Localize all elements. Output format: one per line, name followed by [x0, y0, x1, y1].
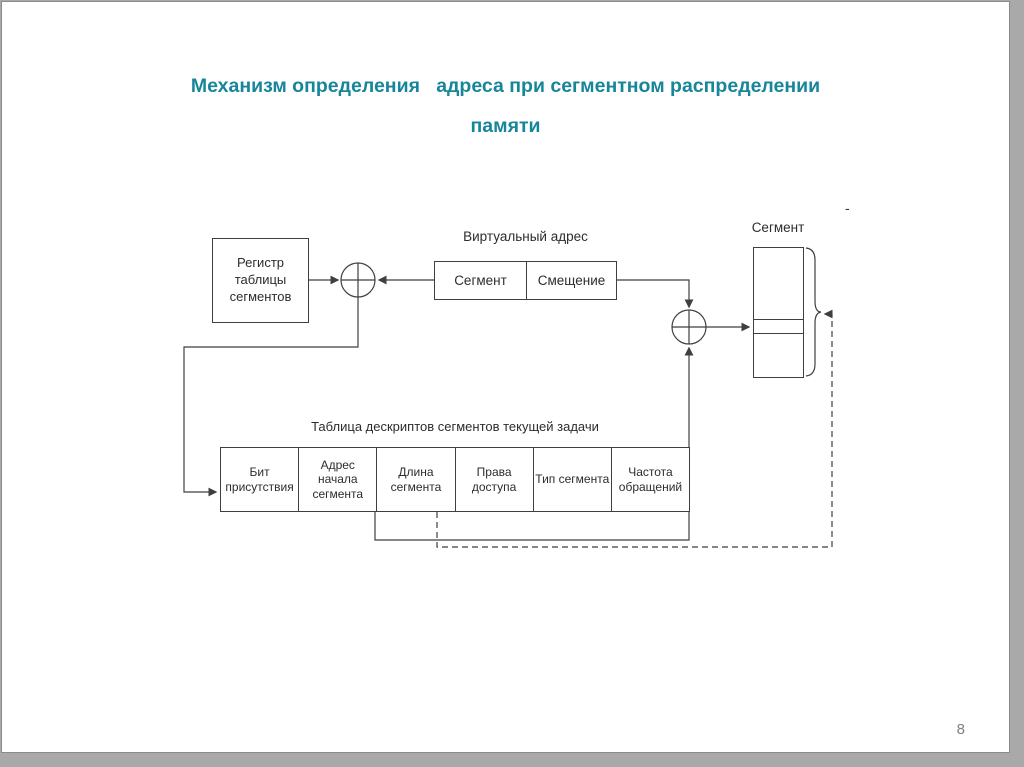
page-number: 8 [956, 721, 965, 738]
memory-segment-box [753, 247, 804, 378]
descriptor-col-segment-type: Тип сегмента [533, 448, 611, 511]
descriptor-table-label: Таблица дескриптов сегментов текущей задачи [311, 419, 599, 434]
slide-page [1, 1, 1010, 753]
virtual-address-label: Виртуальный адрес [463, 229, 588, 244]
descriptor-col-presence-bit: Бит присутствия [221, 448, 298, 511]
virtual-address-segment-field: Сегмент [454, 273, 507, 288]
diagram-connectors [2, 2, 1011, 754]
line-offset-to-adder2 [616, 280, 689, 307]
segment-cell-bottom-line [754, 333, 803, 334]
descriptor-col-access-frequency: Частота обращений [611, 448, 689, 511]
segment-cell-top-line [754, 319, 803, 320]
segment-table-register-box [212, 238, 309, 323]
descriptor-col-start-address: Адрес начала сегмента [298, 448, 376, 511]
dash-mark: - [845, 200, 850, 216]
descriptor-col-access-rights: Права доступа [455, 448, 533, 511]
virtual-address-box [434, 261, 617, 300]
slide-title-line2: памяти [470, 115, 541, 137]
memory-segment-label: Сегмент [751, 220, 805, 235]
segment-table-register-label: Регистр таблицы сегментов [229, 255, 292, 304]
descriptor-col-segment-length: Длина сегмента [376, 448, 454, 511]
virtual-address-offset-field: Смещение [526, 262, 616, 299]
segment-brace [806, 248, 821, 376]
slide-title-line1: Механизм определения адреса при сегментном распределении [190, 75, 821, 97]
descriptor-table [220, 447, 690, 512]
